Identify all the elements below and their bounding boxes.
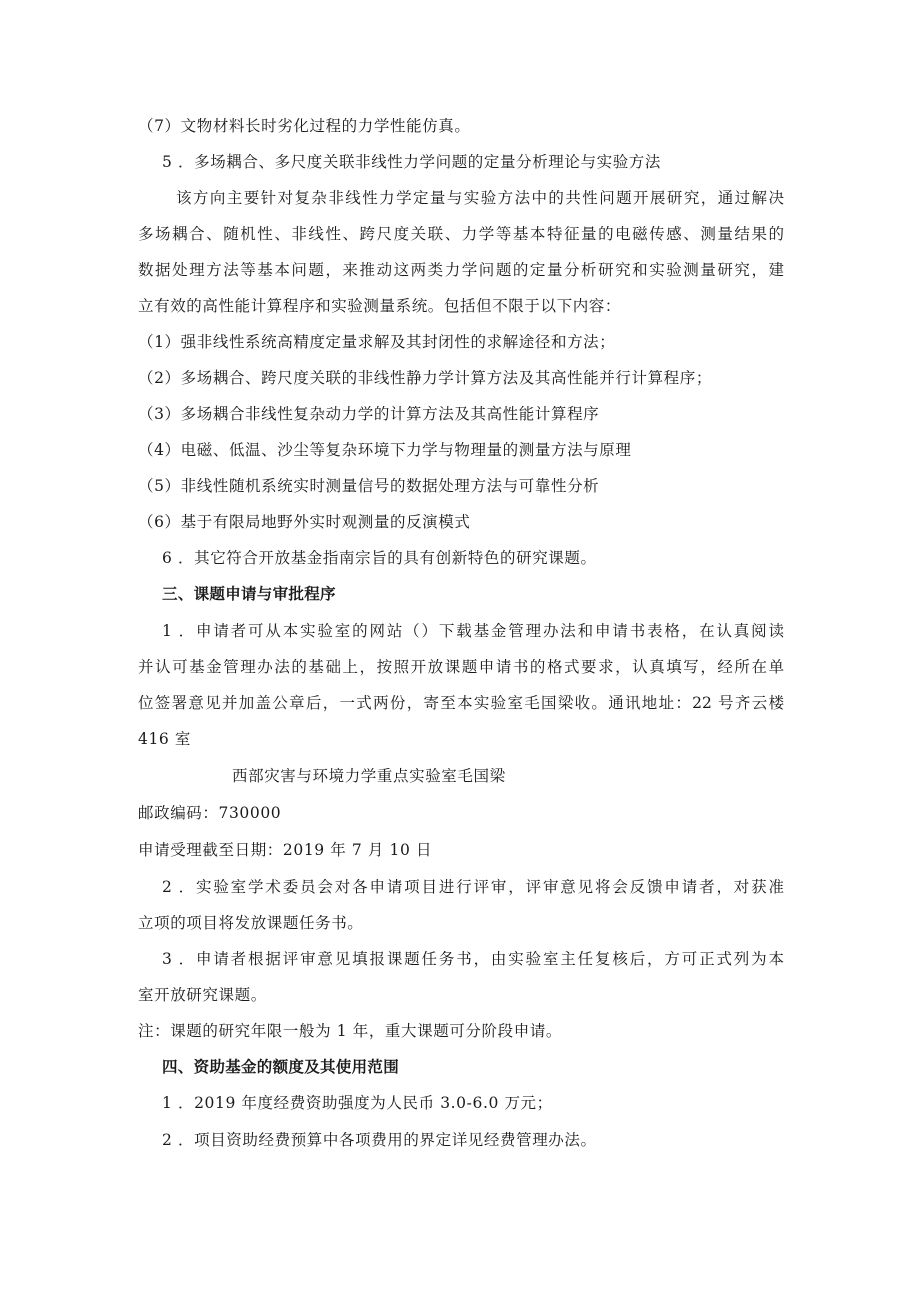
list-item: （2）多场耦合、跨尺度关联的非线性静力学计算方法及其高性能并行计算程序； <box>138 369 712 387</box>
paragraph-line: 3 ．申请者根据评审意见填报课题任务书，由实验室主任复核后，方可正式列为本 <box>162 950 784 968</box>
list-item: 6 ．其它符合开放基金指南宗旨的具有创新特色的研究课题。 <box>162 549 597 567</box>
paragraph-line: 数据处理方法等基本问题，来推动这两类力学问题的定量分析研究和实验测量研究，建 <box>138 261 784 279</box>
list-item: 1 ．2019 年度经费资助强度为人民币 3.0-6.0 万元； <box>162 1094 553 1112</box>
list-item: 2 ．项目资助经费预算中各项费用的界定详见经费管理办法。 <box>162 1131 597 1149</box>
paragraph-line: 2 ．实验室学术委员会对各申请项目进行评审，评审意见将会反馈申请者，对获准 <box>162 878 784 896</box>
paragraph-line: 位签署意见并加盖公章后，一式两份，寄至本实验室毛国梁收。通讯地址：22 号齐云楼 <box>138 694 784 712</box>
section-title: 四、资助基金的额度及其使用范围 <box>162 1058 400 1076</box>
paragraph-line: 并认可基金管理办法的基础上，按照开放课题申请书的格式要求，认真填写，经所在单 <box>138 658 784 676</box>
paragraph-line: 该方向主要针对复杂非线性力学定量与实验方法中的共性问题开展研究，通过解决 <box>176 189 784 207</box>
note-line: 注：课题的研究年限一般为 1 年，重大课题可分阶段申请。 <box>138 1022 563 1040</box>
paragraph-line: 416 室 <box>138 730 192 748</box>
paragraph-line: 立项的项目将发放课题任务书。 <box>138 914 364 932</box>
paragraph-line: 1 ．申请者可从本实验室的网站（）下载基金管理办法和申请书表格，在认真阅读 <box>162 622 784 640</box>
section-heading: 5 ．多场耦合、多尺度关联非线性力学问题的定量分析理论与实验方法 <box>162 153 661 171</box>
postal-code: 邮政编码：730000 <box>138 804 282 822</box>
list-item: （1）强非线性系统高精度定量求解及其封闭性的求解途径和方法； <box>138 333 616 351</box>
list-item: （7）文物材料长时劣化过程的力学性能仿真。 <box>138 117 471 135</box>
paragraph-line: 室开放研究课题。 <box>138 986 267 1004</box>
section-title: 三、课题申请与审批程序 <box>162 585 336 603</box>
list-item: （6）基于有限局地野外实时观测量的反演模式 <box>138 513 471 531</box>
paragraph-line: 立有效的高性能计算程序和实验测量系统。包括但不限于以下内容： <box>138 297 622 315</box>
list-item: （4）电磁、低温、沙尘等复杂环境下力学与物理量的测量方法与原理 <box>138 441 632 459</box>
list-item: （3）多场耦合非线性复杂动力学的计算方法及其高性能计算程序 <box>138 405 600 423</box>
deadline: 申请受理截至日期：2019 年 7 月 10 日 <box>138 841 433 859</box>
recipient-line: 西部灾害与环境力学重点实验室毛国梁 <box>232 767 506 785</box>
paragraph-line: 多场耦合、随机性、非线性、跨尺度关联、力学等基本特征量的电磁传感、测量结果的 <box>138 225 784 243</box>
list-item: （5）非线性随机系统实时测量信号的数据处理方法与可靠性分析 <box>138 477 600 495</box>
